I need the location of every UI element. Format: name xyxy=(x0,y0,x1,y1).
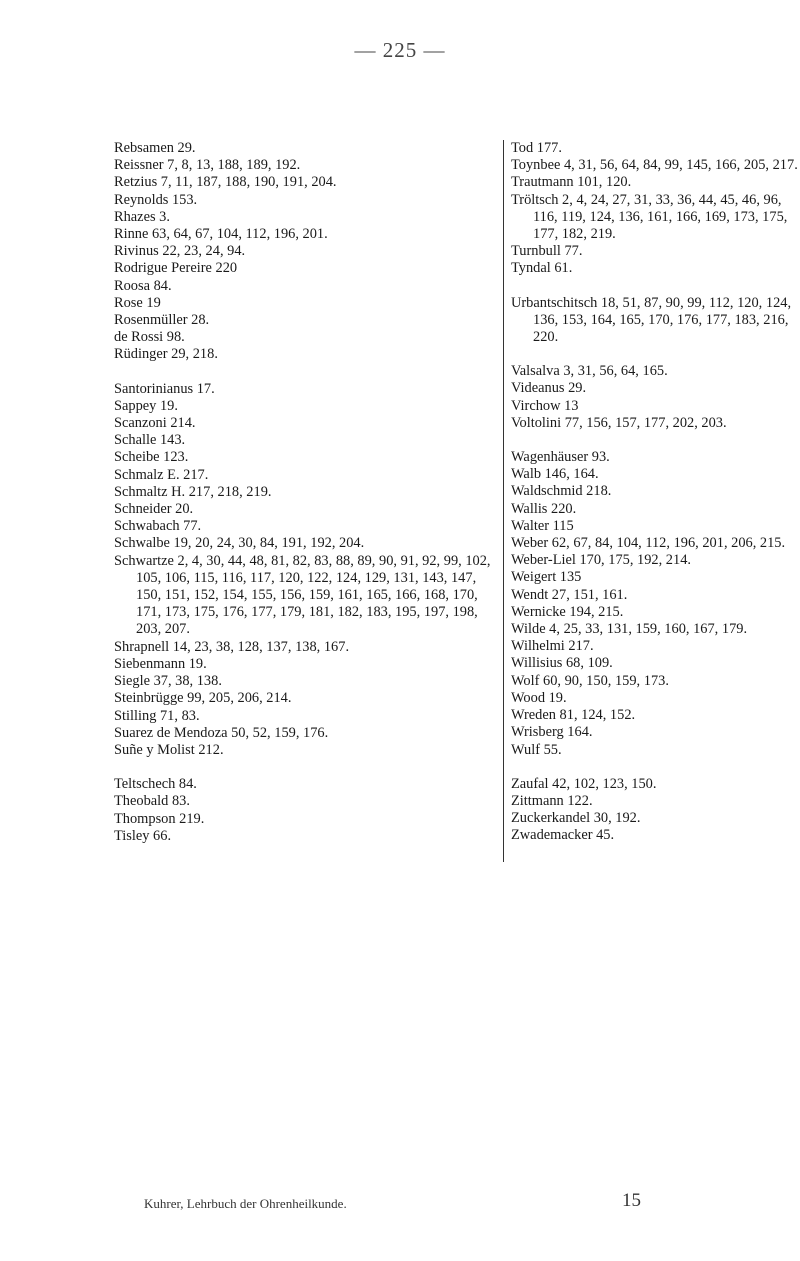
index-entry: Santorinianus 17. xyxy=(114,380,215,397)
index-entry: Suarez de Mendoza 50, 52, 159, 176. xyxy=(114,724,329,741)
index-entry: Wrisberg 164. xyxy=(511,724,593,741)
index-entry: Wendt 27, 151, 161. xyxy=(511,586,628,603)
footer-book-title: Kuhrer, Lehrbuch der Ohrenheilkunde. xyxy=(144,1196,347,1211)
index-entry: Rhazes 3. xyxy=(114,208,170,225)
index-entry: Zaufal 42, 102, 123, 150. xyxy=(511,775,657,792)
index-entry: Rebsamen 29. xyxy=(114,140,196,156)
index-entry: Teltschech 84. xyxy=(114,776,197,793)
index-entry: Wilde 4, 25, 33, 131, 159, 160, 167, 179. xyxy=(511,621,748,638)
index-entry: Tröltsch 2, 4, 24, 27, 31, 33, 36, 44, 45, 46, 96, 116, 119, 124, 136, 161, 166, 169, 173, 175, 177, 182, 219. xyxy=(511,191,788,243)
index-entry: Walter 115 xyxy=(511,517,574,534)
index-entry: Rinne 63, 64, 67, 104, 112, 196, 201. xyxy=(114,226,328,243)
index-entry: Shrapnell 14, 23, 38, 128, 137, 138, 167. xyxy=(114,638,350,655)
index-column-right xyxy=(503,140,800,862)
index-entry: Wernicke 194, 215. xyxy=(511,603,624,620)
index-entry: Tyndal 61. xyxy=(511,260,573,277)
index-entry: Wallis 220. xyxy=(511,500,577,517)
index-entry: Wilhelmi 217. xyxy=(511,638,594,655)
index-entry: Valsalva 3, 31, 56, 64, 165. xyxy=(511,363,668,380)
index-section-s xyxy=(114,381,494,759)
index-entry: Theobald 83. xyxy=(114,793,190,810)
index-entry: Rivinus 22, 23, 24, 94. xyxy=(114,243,246,260)
index-entry: Wagenhäuser 93. xyxy=(511,449,610,466)
signature-mark: 15 xyxy=(622,1190,641,1211)
index-entry: Walb 146, 164. xyxy=(511,466,599,483)
index-entry: Weber 62, 67, 84, 104, 112, 196, 201, 206, 215. xyxy=(511,535,786,552)
index-entry: de Rossi 98. xyxy=(114,329,185,346)
index-section-w xyxy=(511,449,800,759)
index-entry: Steinbrügge 99, 205, 206, 214. xyxy=(114,690,292,707)
index-entry: Siegle 37, 38, 138. xyxy=(114,673,222,690)
index-entry: Schmalz E. 217. xyxy=(114,466,209,483)
index-entry: Stilling 71, 83. xyxy=(114,707,200,724)
index-entry: Tisley 66. xyxy=(114,827,172,844)
index-entry: Trautmann 101, 120. xyxy=(511,174,632,191)
index-entry: Roosa 84. xyxy=(114,277,172,294)
index-entry: Urbantschitsch 18, 51, 87, 90, 99, 112, 120, 124, 136, 153, 164, 165, 170, 176, 177, 183, 216, 220. xyxy=(511,294,792,346)
index-entry: Wolf 60, 90, 150, 159, 173. xyxy=(511,672,669,689)
index-entry: Schwartze 2, 4, 30, 44, 48, 81, 82, 83, 88, 89, 90, 91, 92, 99, 102, 105, 106, 115, 116, 117, 120, 122, 124, 129, 131, 143, 147, 150, 151, 152, 154, 155, 156, 159, 161, 165, 166, 168, 170, 171, 173, 175, 176, 177, 179, 181, 182, 183, 195, 197, 198, 203, 207. xyxy=(114,552,491,638)
page-number: — 225 — xyxy=(354,38,446,62)
index-entry: Scanzoni 214. xyxy=(114,415,196,432)
index-entry: Rosenmüller 28. xyxy=(114,312,210,329)
index-entry: Scheibe 123. xyxy=(114,449,189,466)
index-column-left xyxy=(114,140,494,862)
index-entry: Turnbull 77. xyxy=(511,243,583,260)
index-entry: Schwalbe 19, 20, 24, 30, 84, 191, 192, 204. xyxy=(114,535,365,552)
index-entry: Weber-Liel 170, 175, 192, 214. xyxy=(511,552,691,569)
index-entry: Wood 19. xyxy=(511,689,567,706)
index-entry: Zittmann 122. xyxy=(511,792,593,809)
index-section-v xyxy=(511,363,800,432)
index-entry: Schmaltz H. 217, 218, 219. xyxy=(114,483,272,500)
index-entry: Schneider 20. xyxy=(114,501,194,518)
index-section-t xyxy=(114,776,494,845)
index-section-r xyxy=(114,140,494,364)
index-entry: Schalle 143. xyxy=(114,432,186,449)
index-entry: Wreden 81, 124, 152. xyxy=(511,707,636,724)
index-entry: Rüdinger 29, 218. xyxy=(114,346,218,363)
index-entry: Voltolini 77, 156, 157, 177, 202, 203. xyxy=(511,414,727,431)
index-entry: Toynbee 4, 31, 56, 64, 84, 99, 145, 166, 205, 217. xyxy=(511,157,798,174)
index-entry: Wulf 55. xyxy=(511,741,562,758)
index-entry: Sappey 19. xyxy=(114,397,178,414)
index-entry: Rose 19 xyxy=(114,294,161,311)
index-entry: Reynolds 153. xyxy=(114,191,198,208)
index-entry: Reissner 7, 8, 13, 188, 189, 192. xyxy=(114,157,301,174)
index-entry: Suñe y Molist 212. xyxy=(114,741,224,758)
index-entry: Waldschmid 218. xyxy=(511,483,612,500)
index-entry: Virchow 13 xyxy=(511,397,579,414)
index-entry: Zwademacker 45. xyxy=(511,827,615,844)
index-entry: Weigert 135 xyxy=(511,569,582,586)
index-entry: Rodrigue Pereire 220 xyxy=(114,260,238,277)
index-section-z xyxy=(511,776,800,845)
index-entry: Thompson 219. xyxy=(114,810,205,827)
index-section-u xyxy=(511,295,800,347)
index-section-t-cont xyxy=(511,140,800,278)
index-entry: Siebenmann 19. xyxy=(114,655,207,672)
index-entry: Zuckerkandel 30, 192. xyxy=(511,810,641,827)
index-entry: Schwabach 77. xyxy=(114,518,202,535)
index-entry: Tod 177. xyxy=(511,140,562,156)
index-entry: Videanus 29. xyxy=(511,380,587,397)
index-entry: Willisius 68, 109. xyxy=(511,655,613,672)
index-entry: Retzius 7, 11, 187, 188, 190, 191, 204. xyxy=(114,174,337,191)
